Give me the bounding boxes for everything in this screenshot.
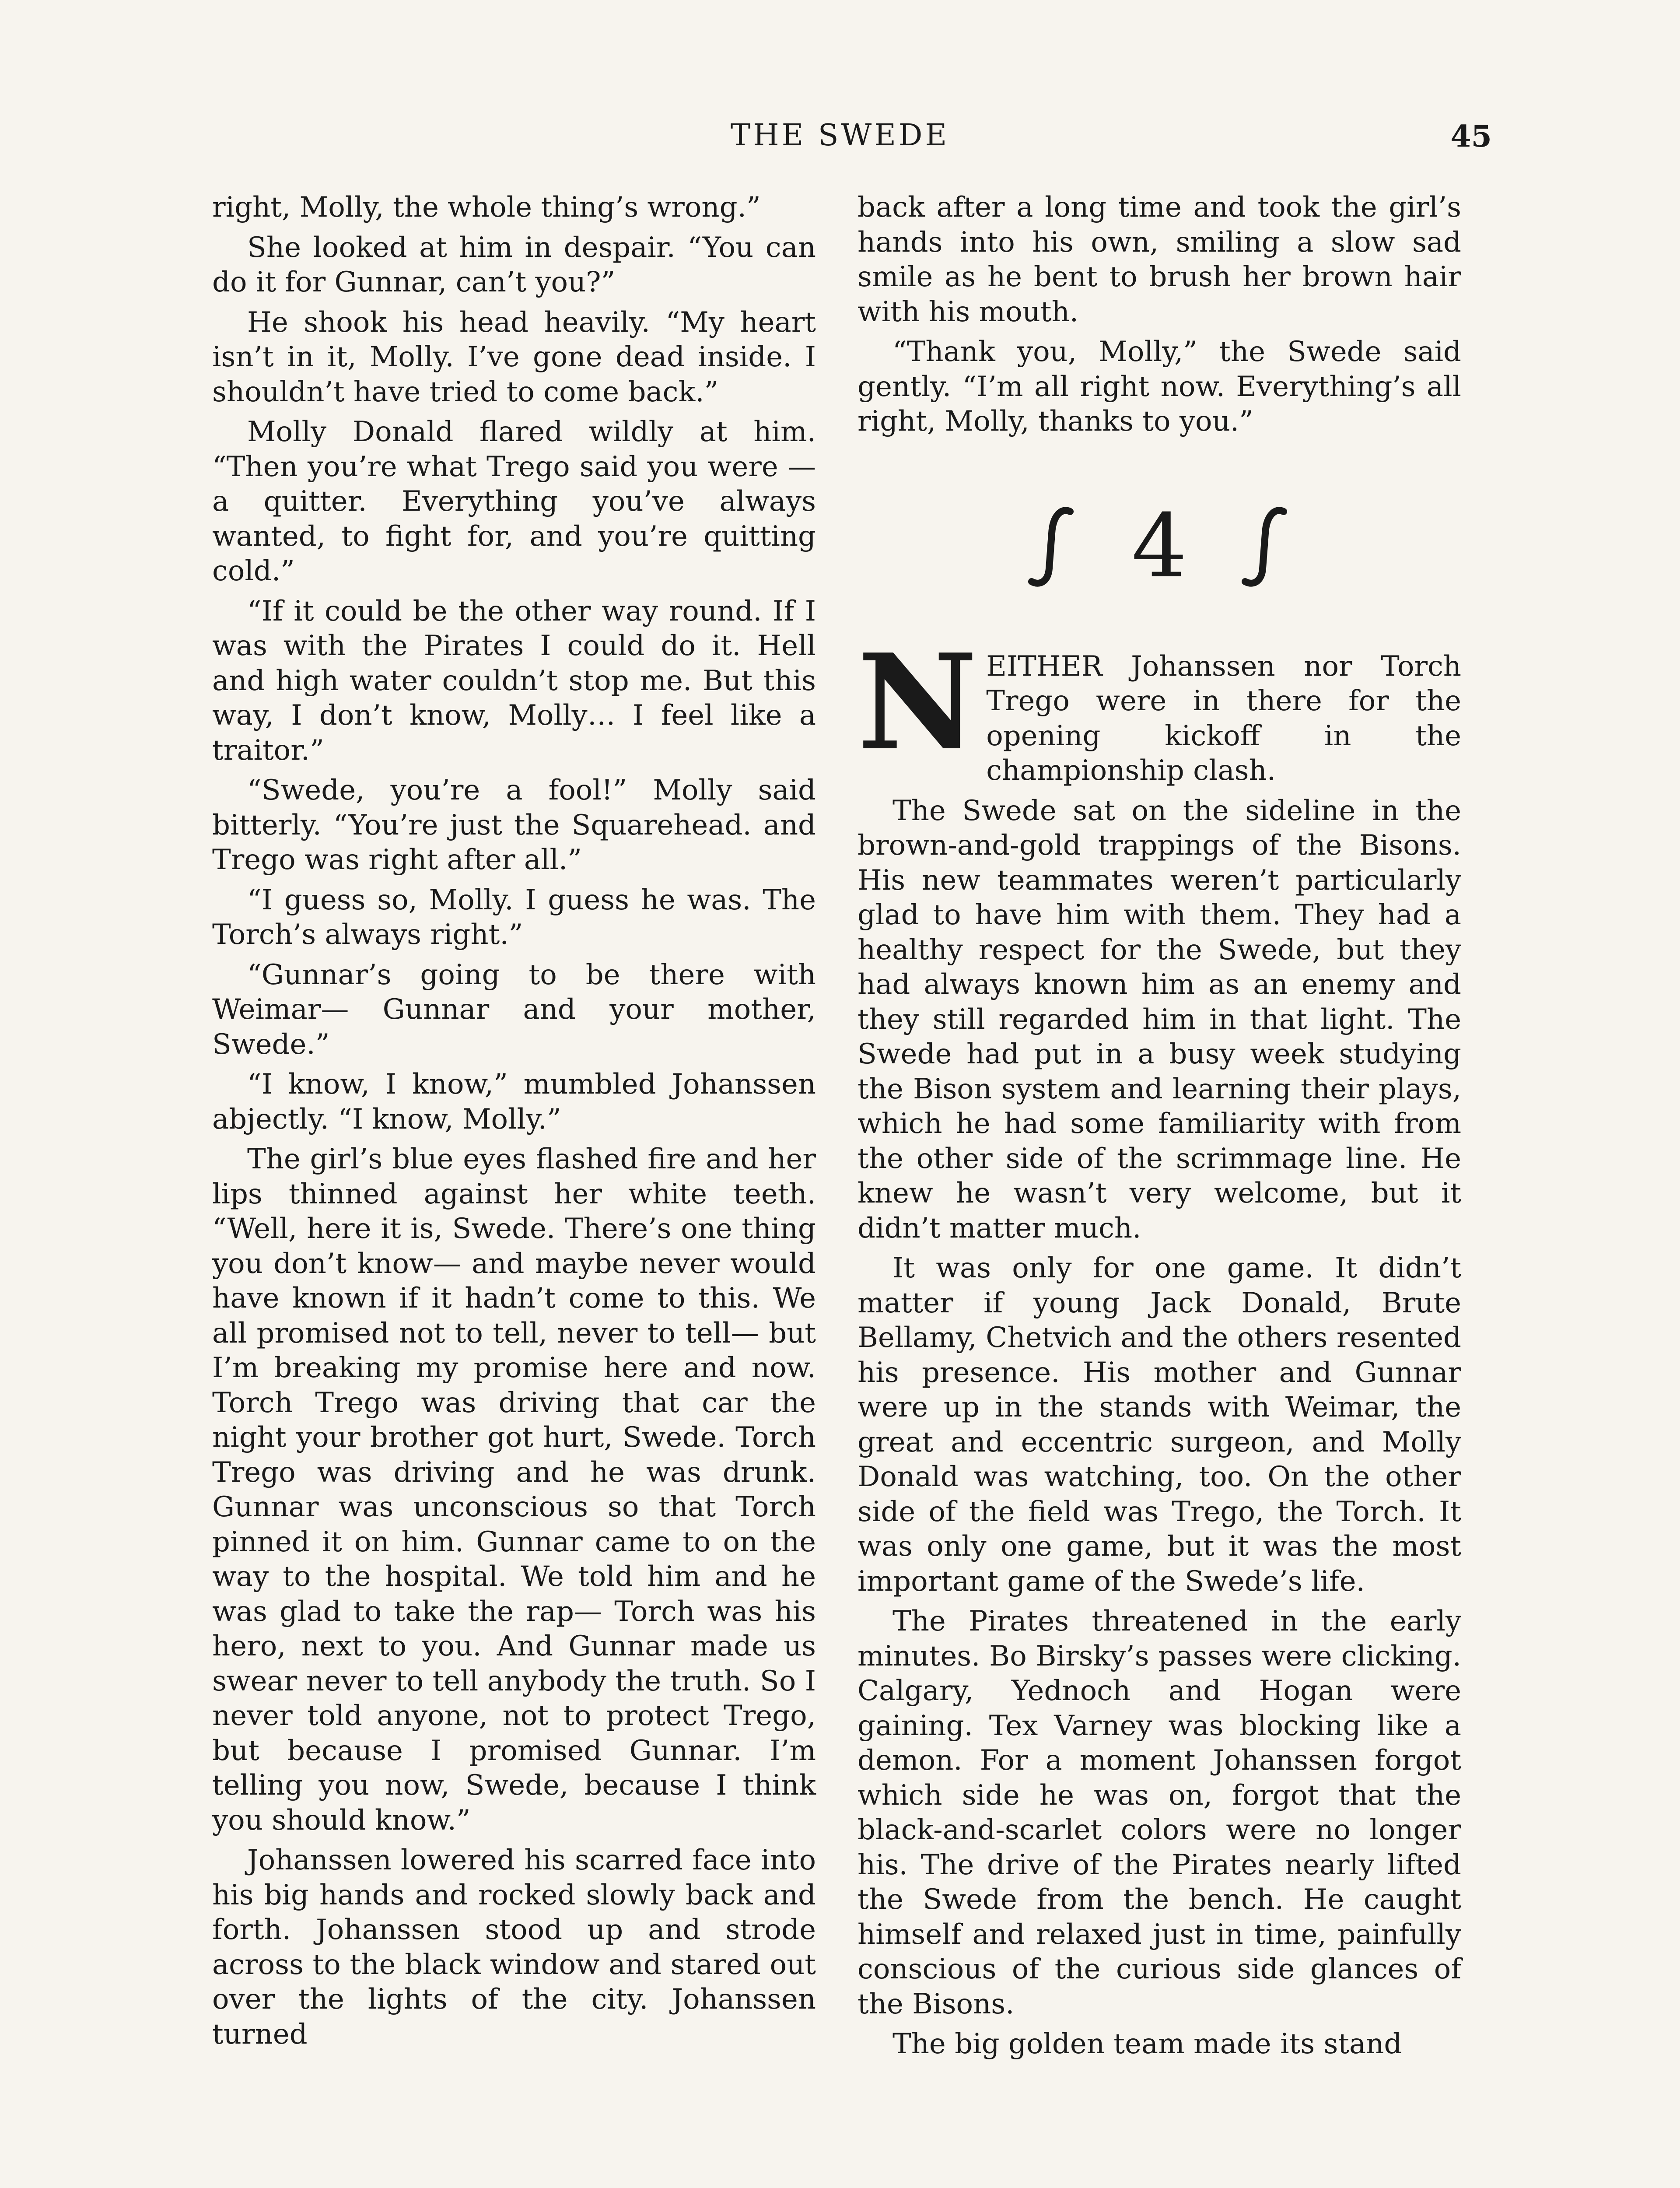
drop-cap-paragraph-text: EITHER Johanssen nor Torch Trego were in there for the opening kickoff in the championship clash. xyxy=(986,650,1461,787)
right-column xyxy=(858,190,1461,2067)
paragraph: “I guess so, Molly. I guess he was. The Torch’s always right.” xyxy=(212,884,816,951)
paragraph: Molly Donald flared wildly at him. “Then you’re what Trego said you were — a quitter. Everything you’ve always wanted, to fight for, and you’re quitting cold.” xyxy=(212,416,816,587)
paragraph: right, Molly, the whole thing’s wrong.” xyxy=(212,191,761,224)
paragraph: “Swede, you’re a fool!” Molly said bitterly. “You’re just the Squarehead. and Trego was right after all.” xyxy=(212,774,816,876)
section-number: 4 xyxy=(1131,495,1187,597)
section-break xyxy=(858,474,1461,619)
left-column xyxy=(212,190,816,2057)
paragraph: The Swede sat on the sideline in the brown-and-gold trappings of the Bisons. His new teammates weren’t particularly glad to have him with them. They had a healthy respect for the Swede, but they had always known him as an enemy and they still regarded him in that light. The Swede had put in a busy week studying the Bison system and learning their plays, which he had some familiarity with from the other side of the scrimmage line. He knew he wasn’t very welcome, but it didn’t matter much. xyxy=(858,794,1461,1245)
swash-ornament-icon xyxy=(1240,503,1292,590)
paragraph: It was only for one game. It didn’t matter if young Jack Donald, Brute Bellamy, Chetvich and the others resented his presence. His mother and Gunnar were up in the stands with Weimar, the great and eccentric surgeon, and Molly Donald was watching, too. On the other side of the field was Trego, the Torch. It was only one game, but it was the most important game of the Swede’s life. xyxy=(858,1252,1461,1598)
paragraph: The Pirates threatened in the early minutes. Bo Birsky’s passes were clicking. Calgary, Yednoch and Hogan were gaining. Tex Varney was blocking like a demon. For a moment Johanssen forgot which side he was on, forgot that the black-and-scarlet colors were no longer his. The drive of the Pirates nearly lifted the Swede from the bench. He caught himself and relaxed just in time, painfully conscious of the curious side glances of the Bisons. xyxy=(858,1605,1461,2020)
running-header-title: THE SWEDE xyxy=(730,118,950,153)
paragraph: “Thank you, Molly,” the Swede said gently. “I’m all right now. Everything’s all right, Molly, thanks to you.” xyxy=(858,336,1461,438)
paragraph: The big golden team made its stand xyxy=(892,2028,1402,2060)
drop-cap: N xyxy=(858,624,978,779)
page-number: 45 xyxy=(1450,119,1492,154)
drop-cap-paragraph xyxy=(858,624,1461,789)
paragraph: She looked at him in despair. “You can do it for Gunnar, can’t you?” xyxy=(212,231,816,298)
paragraph: He shook his head heavily. “My heart isn’t in it, Molly. I’ve gone dead inside. I shouldn’t have tried to come back.” xyxy=(212,306,816,408)
paragraph: “Gunnar’s going to be there with Weimar— Gunnar and your mother, Swede.” xyxy=(212,958,816,1061)
swash-ornament-icon xyxy=(1026,503,1079,590)
paragraph: “If it could be the other way round. If I was with the Pirates I could do it. Hell and high water couldn’t stop me. But this way, I don’t know, Molly… I feel like a traitor.” xyxy=(212,595,816,767)
paragraph: The girl’s blue eyes flashed fire and her lips thinned against her white teeth. “Well, here it is, Swede. There’s one thing you don’t know— and maybe never would have known if it hadn’t come to this. We all promised not to tell, never to tell— but I’m breaking my promise here and now. Torch Trego was driving that car the night your brother got hurt, Swede. Torch Trego was driving and he was drunk. Gunnar was unconscious so that Torch pinned it on him. Gunnar came to on the way to the hospital. We told him and he was glad to take the rap— Torch was his hero, next to you. And Gunnar made us swear never to tell anybody the truth. So I never told anyone, not to protect Trego, but because I promised Gunnar. I’m telling you now, Swede, because I think you should know.” xyxy=(212,1143,816,1837)
paragraph: back after a long time and took the girl’s hands into his own, smiling a slow sad smile as he bent to brush her brown hair with his mouth. xyxy=(858,191,1461,328)
paragraph: “I know, I know,” mumbled Johanssen abjectly. “I know, Molly.” xyxy=(212,1068,816,1136)
paragraph: Johanssen lowered his scarred face into his big hands and rocked slowly back and forth. Johanssen stood up and strode across to the black window and stared out over the lights of the city. Johanssen turned xyxy=(212,1844,816,2051)
